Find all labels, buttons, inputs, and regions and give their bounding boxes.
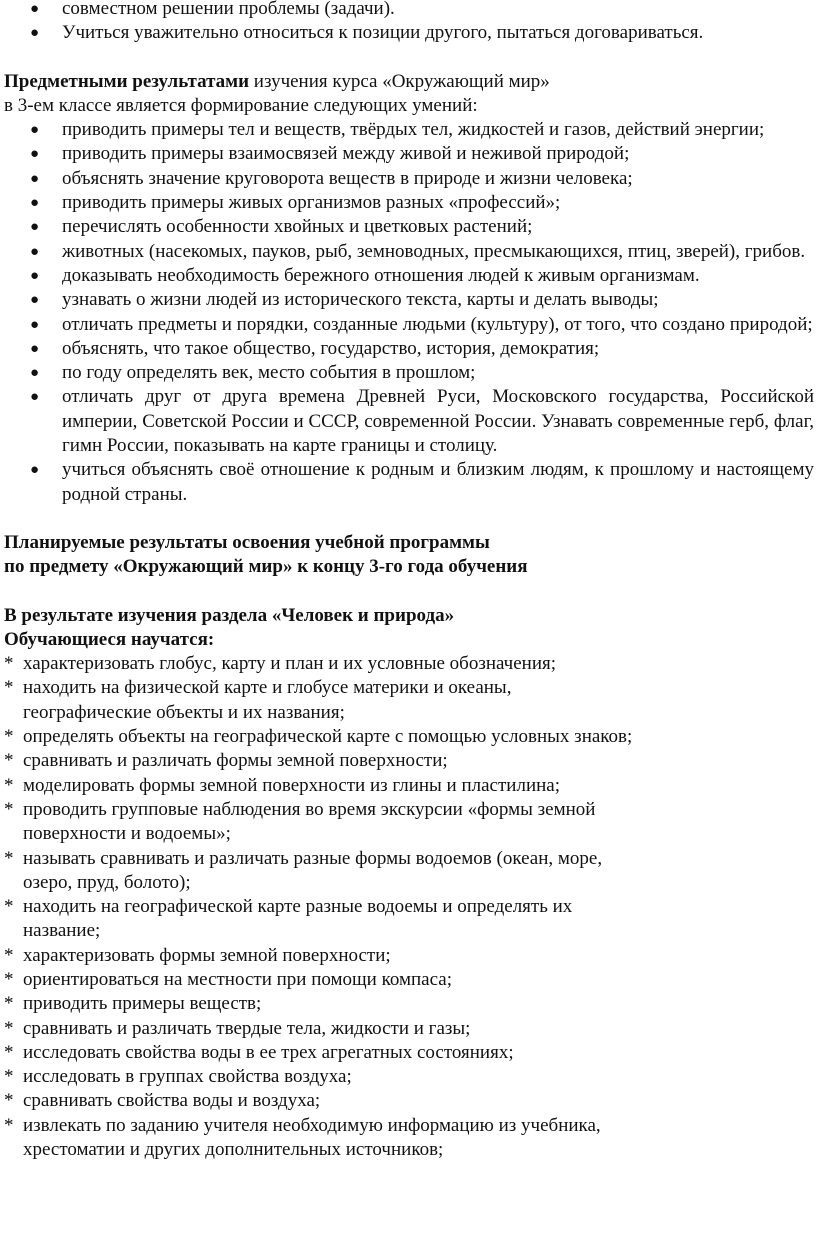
list-item-text: совместном решении проблемы (задачи). bbox=[62, 0, 395, 19]
list-item-text: озеро, пруд, болото); bbox=[23, 871, 191, 893]
list-item bbox=[0, 191, 816, 215]
list-item bbox=[0, 288, 816, 312]
list-item-text: название; bbox=[23, 920, 101, 942]
asterisk-icon: * bbox=[4, 1090, 14, 1112]
list-item bbox=[0, 1041, 816, 1065]
list-item-text: находить на физической карте и глобусе материки и океаны, bbox=[23, 677, 512, 699]
list-item bbox=[0, 21, 816, 45]
asterisk-icon: * bbox=[4, 993, 14, 1015]
list-item bbox=[0, 676, 816, 725]
spacer bbox=[0, 507, 816, 531]
list-item-text: узнавать о жизни людей из исторического текста, карты и делать выводы; bbox=[62, 289, 659, 311]
asterisk-icon: * bbox=[4, 677, 14, 699]
list-item bbox=[0, 385, 816, 458]
list-item bbox=[0, 1065, 816, 1089]
bullet-icon: ● bbox=[30, 122, 40, 139]
list-item-text: приводить примеры взаимосвязей между живой и неживой природой; bbox=[62, 143, 630, 165]
list-item bbox=[0, 215, 816, 239]
list-item-text: определять объекты на географической карте с помощью условных знаков; bbox=[23, 726, 633, 748]
list-item bbox=[0, 458, 816, 507]
spacer bbox=[0, 580, 816, 604]
bullet-icon: ● bbox=[30, 25, 40, 42]
bullet-icon: ● bbox=[30, 292, 40, 309]
list-item-text: по году определять век, место события в прошлом; bbox=[62, 362, 476, 384]
list-item bbox=[0, 313, 816, 337]
list-item-text: доказывать необходимость бережного отношения людей к живым организмам. bbox=[62, 264, 700, 286]
asterisk-icon: * bbox=[4, 896, 14, 918]
list-item-text: приводить примеры живых организмов разных «профессий»; bbox=[62, 192, 561, 214]
list-item bbox=[0, 0, 816, 21]
list-item-text: отличать предметы и порядки, созданные людьми (культуру), от того, что создано природой; bbox=[62, 313, 813, 335]
subject-results-line: в 3-ем классе является формирование следующих умений: bbox=[4, 94, 478, 116]
list-item-text: исследовать свойства воды в ее трех агрегатных состояниях; bbox=[23, 1041, 514, 1063]
asterisk-icon: * bbox=[4, 798, 14, 820]
asterisk-icon: * bbox=[4, 1066, 14, 1088]
list-item-text: исследовать в группах свойства воздуха; bbox=[23, 1066, 352, 1088]
asterisk-icon: * bbox=[4, 774, 14, 796]
list-item bbox=[0, 361, 816, 385]
list-item bbox=[0, 1114, 816, 1163]
list-item-text: извлекать по заданию учителя необходимую информацию из учебника, bbox=[23, 1114, 601, 1136]
bullet-icon: ● bbox=[30, 1, 40, 17]
list-item bbox=[0, 749, 816, 773]
list-item-text: сравнивать и различать формы земной поверхности; bbox=[23, 750, 448, 772]
bullet-icon: ● bbox=[30, 340, 40, 357]
outcome-list bbox=[0, 652, 816, 1162]
bullet-icon: ● bbox=[30, 195, 40, 212]
subject-results-heading: Предметными результатами bbox=[4, 70, 250, 92]
list-item-text: объяснять, что такое общество, государство, история, демократия; bbox=[62, 337, 600, 359]
list-item bbox=[0, 944, 816, 968]
list-item bbox=[0, 1089, 816, 1113]
list-item bbox=[0, 142, 816, 166]
list-item-text: объяснять значение круговорота веществ в природе и жизни человека; bbox=[62, 167, 633, 189]
list-item-text: перечислять особенности хвойных и цветковых растений; bbox=[62, 216, 533, 238]
bullet-icon: ● bbox=[30, 146, 40, 163]
asterisk-icon: * bbox=[4, 944, 14, 966]
list-item-text: моделировать формы земной поверхности из глины и пластилина; bbox=[23, 774, 560, 796]
bullet-icon: ● bbox=[30, 219, 40, 236]
list-item bbox=[0, 652, 816, 676]
section-title: В результате изучения раздела «Человек и природа» bbox=[4, 604, 455, 626]
section-subtitle: Обучающиеся научатся: bbox=[4, 628, 215, 650]
asterisk-icon: * bbox=[4, 1017, 14, 1039]
bullet-icon: ● bbox=[30, 365, 40, 382]
planned-results-subtitle: по предмету «Окружающий мир» к концу 3-го года обучения bbox=[4, 556, 528, 578]
list-item-text: географические объекты и их названия; bbox=[23, 701, 345, 723]
list-item-text: называть сравнивать и различать разные формы водоемов (океан, море, bbox=[23, 847, 603, 869]
list-item bbox=[0, 774, 816, 798]
list-item-text: сравнивать свойства воды и воздуха; bbox=[23, 1090, 321, 1112]
list-item-text: проводить групповые наблюдения во время экскурсии «формы земной bbox=[23, 798, 596, 820]
list-item-text: Учиться уважительно относиться к позиции другого, пытаться договариваться. bbox=[62, 22, 704, 44]
bullet-icon: ● bbox=[30, 462, 40, 479]
list-item bbox=[0, 1017, 816, 1041]
list-item-text: хрестоматии и других дополнительных источников; bbox=[23, 1139, 444, 1161]
bullet-icon: ● bbox=[30, 267, 40, 284]
list-item-text: учиться объяснять своё отношение к родным и близким людям, к прошлому и настоящему родной страны. bbox=[62, 459, 814, 505]
list-item bbox=[0, 992, 816, 1016]
planned-results-title: Планируемые результаты освоения учебной программы bbox=[4, 531, 490, 553]
list-item bbox=[0, 167, 816, 191]
list-item-text: отличать друг от друга времена Древней Руси, Московского государства, Российской империи, Советской России и СССР, современной России. Узнавать современные герб, флаг, гимн России, показывать на карте границы и столицу. bbox=[62, 386, 814, 457]
asterisk-icon: * bbox=[4, 847, 14, 869]
spacer bbox=[0, 46, 816, 70]
list-item bbox=[0, 264, 816, 288]
list-item bbox=[0, 118, 816, 142]
bullet-icon: ● bbox=[30, 316, 40, 333]
list-item bbox=[0, 847, 816, 896]
asterisk-icon: * bbox=[4, 726, 14, 748]
list-item bbox=[0, 968, 816, 992]
asterisk-icon: * bbox=[4, 750, 14, 772]
list-item-text: поверхности и водоемы»; bbox=[23, 823, 231, 845]
list-item bbox=[0, 337, 816, 361]
list-item-text: находить на географической карте разные водоемы и определять их bbox=[23, 896, 573, 918]
list-item bbox=[0, 798, 816, 847]
asterisk-icon: * bbox=[4, 1114, 14, 1136]
list-item bbox=[0, 725, 816, 749]
bullet-icon: ● bbox=[30, 243, 40, 260]
asterisk-icon: * bbox=[4, 653, 14, 675]
subject-results-lead: изучения курса «Окружающий мир» bbox=[249, 70, 550, 92]
list-item-text: животных (насекомых, пауков, рыб, земноводных, пресмыкающихся, птиц, зверей), грибов. bbox=[62, 240, 806, 262]
asterisk-icon: * bbox=[4, 968, 14, 990]
asterisk-icon: * bbox=[4, 1041, 14, 1063]
list-item-text: сравнивать и различать твердые тела, жидкости и газы; bbox=[23, 1017, 471, 1039]
list-item-text: приводить примеры веществ; bbox=[23, 993, 262, 1015]
list-item bbox=[0, 895, 816, 944]
bullet-icon: ● bbox=[30, 170, 40, 187]
bullet-icon: ● bbox=[30, 389, 40, 406]
list-item bbox=[0, 240, 816, 264]
list-item-text: приводить примеры тел и веществ, твёрдых тел, жидкостей и газов, действий энергии; bbox=[62, 119, 765, 141]
list-item-text: характеризовать формы земной поверхности; bbox=[23, 944, 391, 966]
subject-results-intro bbox=[0, 70, 816, 94]
list-item-text: ориентироваться на местности при помощи компаса; bbox=[23, 968, 452, 990]
list-item-text: характеризовать глобус, карту и план и их условные обозначения; bbox=[23, 653, 557, 675]
